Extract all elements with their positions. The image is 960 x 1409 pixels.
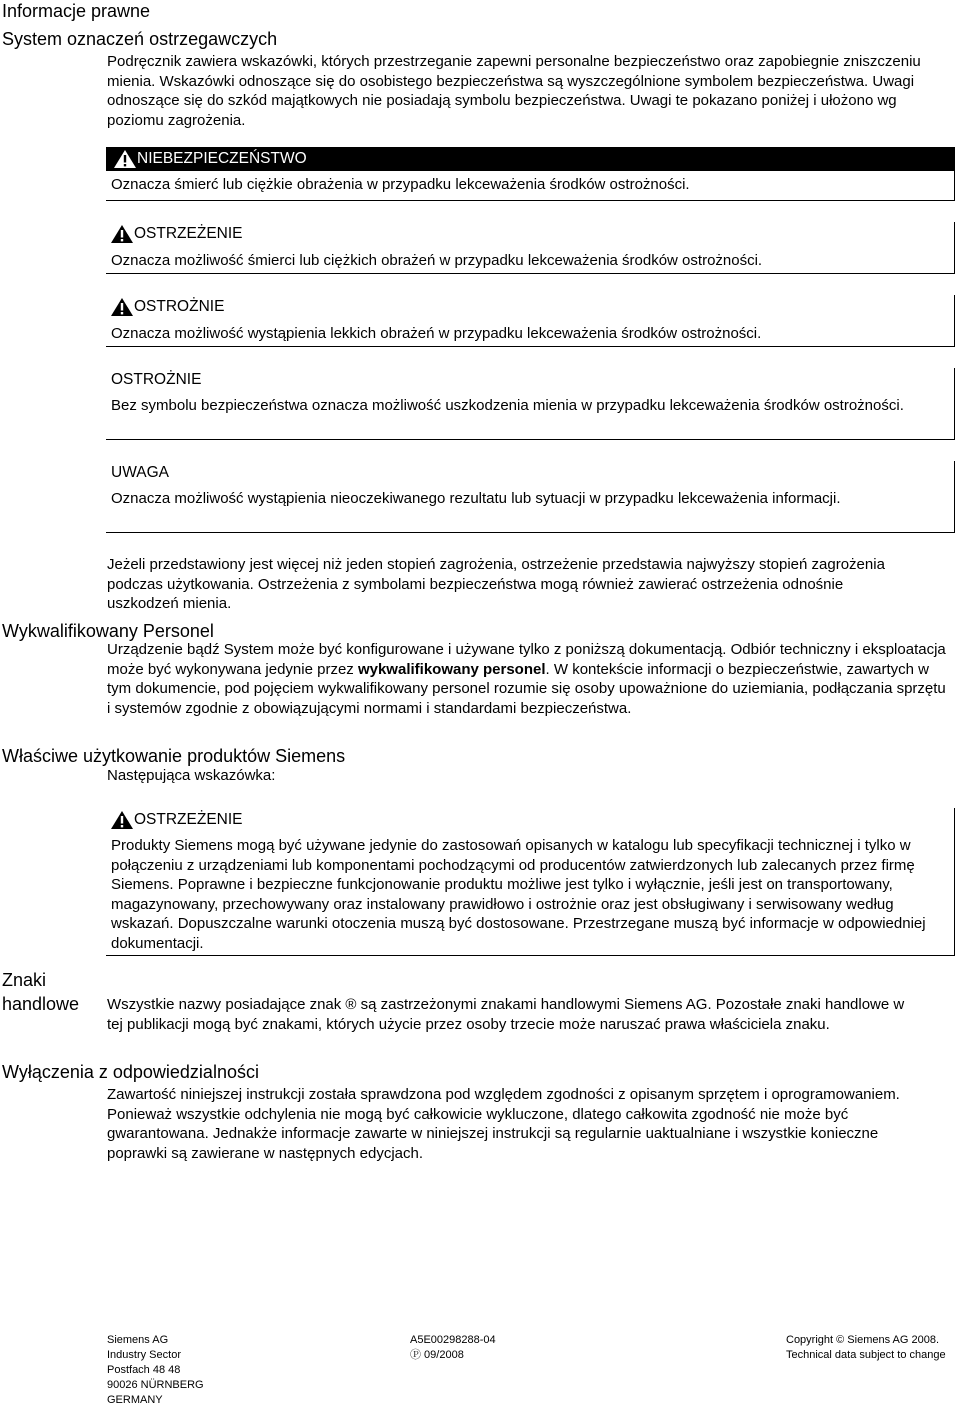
section-heading-warning-system: System oznaczeń ostrzegawczych bbox=[2, 29, 278, 49]
proper-use-warning-text: Produkty Siemens mogą być używane jedynie do zastosowań opisanych w katalogu lub specyfikacji technicznej i tylko w połączeniu z urządzeniami lub komponentami pochodzącymi od producentów zatwierdzonych lub zalecanych przez firmę Siemens. Poprawne i bezpieczne funkcjonowanie produktu możliwe jest tylko i wyłącznie, jeśli jest on transportowany, magazynowany, przechowywany oraz instalowany prawidłowo i ostrożnie oraz jest obsługiwany i serwisowany według wskazań. Dopuszczalne warunki otoczenia muszą być dostosowane. Przestrzegane muszą być informacje w odpowiedniej dokumentacji. bbox=[111, 837, 926, 952]
section-heading-disclaimer: Wyłączenia z odpowiedzialności bbox=[2, 1062, 259, 1082]
caution-label: OSTROŻNIE bbox=[111, 371, 202, 388]
caution-symbol-label: OSTROŻNIE bbox=[134, 298, 225, 315]
trademarks-paragraph: Wszystkie nazwy posiadające znak ® są zastrzeżonymi znakami handlowymi Siemens AG. Pozostałe znaki handlowe w tej publikacji mogą być znakami, których użycie przez osoby trzecie może naruszać prawa właściciela znaku. bbox=[107, 996, 905, 1033]
multi-level-paragraph: Jeżeli przedstawiony jest więcej niż jeden stopień zagrożenia, ostrzeżenie przedstawia najwyższy stopień zagrożenia podczas użytkowania. Ostrzeżenia z symbolami bezpieczeństwa mogą również zawierać ostrzeżenia odnośnie uszkodzeń mienia. bbox=[107, 556, 885, 612]
warning-triangle-icon bbox=[114, 150, 136, 168]
footer-document-info bbox=[410, 1333, 496, 1363]
notice-text: Oznacza możliwość wystąpienia nieoczekiwanego rezultatu lub sytuacji w przypadku lekceważenia informacji. bbox=[111, 490, 841, 507]
qualified-personnel-term: wykwalifikowany personel bbox=[357, 660, 546, 678]
caution-symbol-text: Oznacza możliwość wystąpienia lekkich obrażeń w przypadku lekceważenia środków ostrożności. bbox=[111, 325, 762, 342]
danger-signal-bar bbox=[106, 147, 954, 171]
warning-triangle-icon bbox=[111, 225, 133, 243]
footer-address: Siemens AG Industry Sector Postfach 48 48 90026 NÜRNBERG GERMANY bbox=[107, 1334, 204, 1406]
copyright-text: Copyright © Siemens AG 2008. bbox=[786, 1334, 940, 1346]
footer-copyright bbox=[786, 1333, 946, 1363]
disclaimer-paragraph: Zawartość niniejszej instrukcji została sprawdzona pod względem zgodności z opisanym sprzętem i oprogramowaniem. Ponieważ wszystkie odchylenia nie mogą być całkowicie wykluczone, dlatego całkowita zgodność nie może być gwarantowana. Jednakże informacje zawarte w niniejszej instrukcji są regularnie uaktualniane i wszystkie konieczne poprawki są zawierane w następnych edycjach. bbox=[107, 1086, 900, 1162]
edition-date: Ⓟ 09/2008 bbox=[410, 1349, 464, 1361]
warning-label: OSTRZEŻENIE bbox=[134, 225, 243, 242]
qualified-paragraph: Urządzenie bądź System może być konfigurowane i używane tylko z poniższą dokumentacją. Odbiór techniczny i eksploatacja może być wykonywana jedynie przez wykwalifikowany personel. W kontekście informacji o bezpieczeństwie, zawartych w tym dokumencie, pod pojęciem wykwalifikowany personel rozumie się osoby upoważnione do uziemiania, podłączania sprzętu i systemów zgodnie z obowiązującymi normami i standardami bezpieczeństwa. bbox=[107, 641, 946, 717]
warning-triangle-icon bbox=[111, 811, 133, 829]
notice-label: UWAGA bbox=[111, 464, 169, 481]
proper-use-warning-label: OSTRZEŻENIE bbox=[134, 811, 243, 828]
proper-use-lead: Następująca wskazówka: bbox=[107, 767, 276, 784]
danger-label: NIEBEZPIECZEŃSTWO bbox=[137, 150, 307, 167]
danger-text: Oznacza śmierć lub ciężkie obrażenia w przypadku lekceważenia środków ostrożności. bbox=[111, 176, 690, 193]
intro-paragraph: Podręcznik zawiera wskazówki, których przestrzeganie zapewni personalne bezpieczeństwo oraz zapobiegnie zniszczeniu mienia. Wskazówki odnoszące się do osobistego bezpieczeństwa są wyszczególnione symbolem bezpieczeństwa. Uwagi odnoszące się do szkód majątkowych nie posiadają symbolu bezpieczeństwa. Uwagi te pokazano poniżej i ułożono wg poziomu zagrożenia. bbox=[107, 53, 921, 129]
section-heading-qualified: Wykwalifikowany Personel bbox=[2, 621, 214, 641]
caution-notice bbox=[106, 368, 955, 440]
warning-text: Oznacza możliwość śmierci lub ciężkich obrażeń w przypadku lekceważenia środków ostrożności. bbox=[111, 252, 763, 269]
notice-notice bbox=[106, 461, 955, 533]
warning-notice bbox=[106, 222, 955, 274]
order-number: A5E00298288-04 bbox=[410, 1334, 496, 1346]
caution-symbol-notice bbox=[106, 295, 955, 347]
caution-text: Bez symbolu bezpieczeństwa oznacza możliwość uszkodzenia mienia w przypadku lekceważenia środków ostrożności. bbox=[111, 397, 904, 414]
page-title: Informacje prawne bbox=[2, 1, 151, 21]
section-heading-proper-use: Właściwe użytkowanie produktów Siemens bbox=[2, 746, 346, 766]
proper-use-warning bbox=[106, 808, 955, 956]
subject-to-change-text: Technical data subject to change bbox=[786, 1349, 946, 1361]
warning-triangle-icon bbox=[111, 298, 133, 316]
danger-notice bbox=[106, 147, 955, 201]
section-heading-trademarks: Znaki handlowe bbox=[2, 970, 80, 1014]
